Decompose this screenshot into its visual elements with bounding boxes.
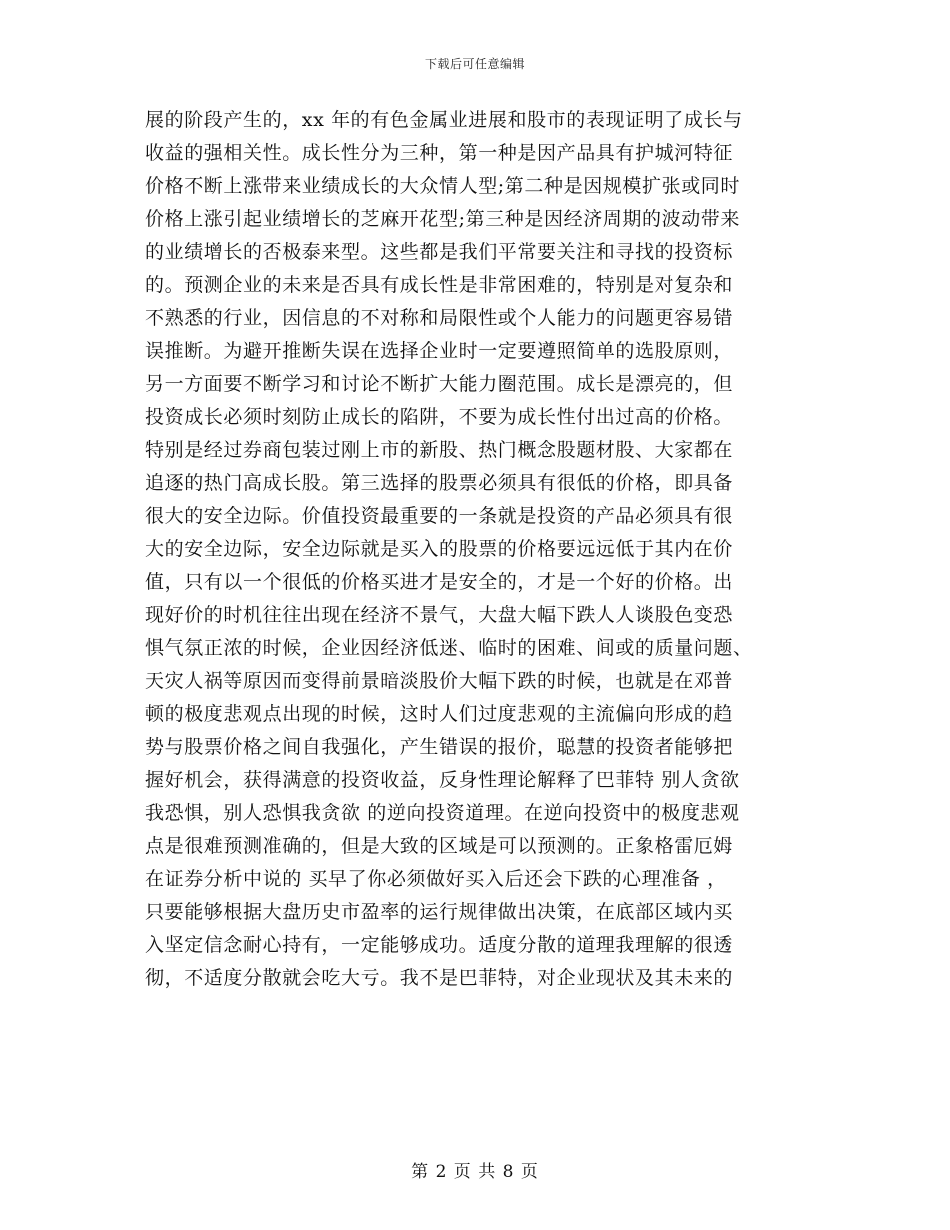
text-line: 握好机会，获得满意的投资收益，反身性理论解释了巴菲特 别人贪欲 [145,769,740,791]
text-line: 天灾人祸等原因而变得前景暗淡股价大幅下跌的时候，也就是在邓普 [145,670,734,692]
text-line: 势与股票价格之间自我强化，产生错误的报价，聪慧的投资者能够把 [145,736,734,758]
text-line: 投资成长必须时刻防止成长的陷阱，不要为成长性付出过高的价格。 [145,406,734,428]
page-footer: 第 2 页 共 8 页 [411,1162,539,1182]
text-line: 展的阶段产生的，xx 年的有色金属业进展和股市的表现证明了成长与 [145,109,743,131]
text-line: 收益的强相关性。成长性分为三种，第一种是因产品具有护城河特征 [145,142,734,164]
text-line: 入坚定信念耐心持有，一定能够成功。适度分散的道理我理解的很透 [145,934,734,956]
text-line: 惧气氛正浓的时候，企业因经济低迷、临时的困难、间或的质量问题、 [145,637,753,659]
text-line: 的。预测企业的未来是否具有成长性是非常困难的，特别是对复杂和 [145,274,734,296]
page-header: 下载后可任意编辑 [424,57,525,71]
text-line: 价格不断上涨带来业绩成长的大众情人型;第二种是因规模扩张或同时 [145,175,741,197]
text-line: 现好价的时机往往出现在经济不景气，大盘大幅下跌人人谈股色变恐 [145,604,734,626]
text-line: 的业绩增长的否极泰来型。这些都是我们平常要关注和寻找的投资标 [145,241,734,263]
text-line: 另一方面要不断学习和讨论不断扩大能力圈范围。成长是漂亮的，但 [145,373,734,395]
text-line: 价格上涨引起业绩增长的芝麻开花型;第三种是因经济周期的波动带来 [145,208,741,230]
text-line: 在证券分析中说的 买早了你必须做好买入后还会下跌的心理准备 ， [145,868,727,890]
text-line: 误推断。为避开推断失误在选择企业时一定要遵照简单的选股原则， [145,340,734,362]
text-line: 我恐惧，别人恐惧我贪欲 的逆向投资道理。在逆向投资中的极度悲观 [145,802,740,824]
text-line: 不熟悉的行业，因信息的不对称和局限性或个人能力的问题更容易错 [145,307,734,329]
text-line: 点是很难预测准确的，但是大致的区域是可以预测的。正象格雷厄姆 [145,835,734,857]
text-line: 特别是经过券商包装过刚上市的新股、热门概念股题材股、大家都在 [145,439,734,461]
text-line: 追逐的热门高成长股。第三选择的股票必须具有很低的价格，即具备 [145,472,734,494]
text-line: 顿的极度悲观点出现的时候，这时人们过度悲观的主流偏向形成的趋 [145,703,734,725]
text-line: 大的安全边际，安全边际就是买入的股票的价格要远远低于其内在价 [145,538,734,560]
text-line: 彻，不适度分散就会吃大亏。我不是巴菲特，对企业现状及其未来的 [145,967,734,989]
body-text [145,104,805,995]
text-line: 很大的安全边际。价值投资最重要的一条就是投资的产品必须具有很 [145,505,734,527]
text-line: 只要能够根据大盘历史市盈率的运行规律做出决策，在底部区域内买 [145,901,734,923]
text-line: 值，只有以一个很低的价格买进才是安全的，才是一个好的价格。出 [145,571,734,593]
